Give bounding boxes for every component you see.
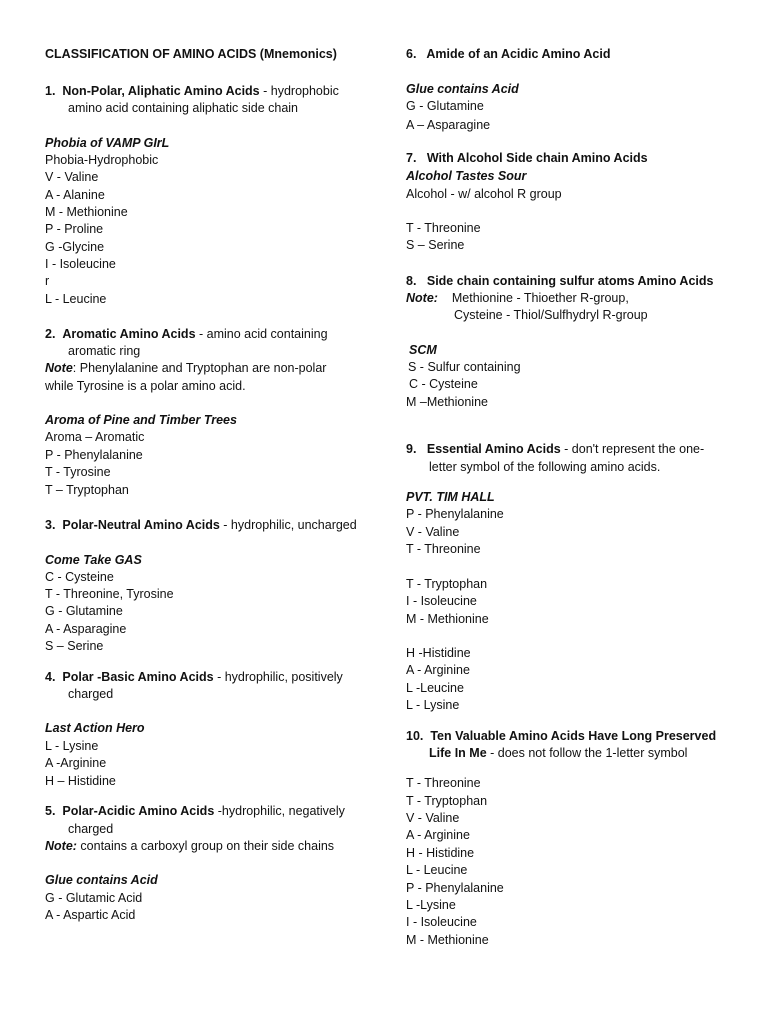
section-4-desc: charged (68, 687, 114, 701)
list-item: I - Isoleucine (406, 594, 477, 608)
section-3-mnemonic: Come Take GAS (45, 553, 142, 567)
section-2-heading: 2. Aromatic Amino Acids - amino acid containing (45, 327, 328, 341)
list-item: L - Leucine (406, 863, 468, 877)
section-8-note: Note: Methionine - Thioether R-group, (406, 291, 629, 305)
section-5-note: Note: contains a carboxyl group on their side chains (45, 839, 335, 853)
section-2-mnemonic: Aroma of Pine and Timber Trees (45, 413, 237, 427)
section-5-heading: 5. Polar-Acidic Amino Acids -hydrophilic, negatively (45, 804, 345, 818)
list-item: S – Serine (406, 238, 465, 252)
list-item: V - Valine (406, 811, 460, 825)
list-item: T - Threonine (406, 542, 481, 556)
document-title: CLASSIFICATION OF AMINO ACIDS (Mnemonics) (45, 47, 337, 61)
list-item: P - Proline (45, 222, 104, 236)
section-7-heading: 7. With Alcohol Side chain Amino Acids (406, 151, 648, 165)
section-5-mnemonic: Glue contains Acid (45, 873, 158, 887)
list-item: I - Isoleucine (45, 257, 116, 271)
list-item: T – Tryptophan (45, 483, 129, 497)
section-4-mnemonic: Last Action Hero (45, 721, 145, 735)
section-2-note: Note: Phenylalanine and Tryptophan are non-polar (45, 361, 327, 375)
list-item: P - Phenylalanine (406, 507, 504, 521)
section-5-desc: charged (68, 822, 114, 836)
list-item: G - Glutamine (406, 99, 484, 113)
section-9-heading: 9. Essential Amino Acids - don't represent the one- (406, 442, 705, 456)
list-item: M - Methionine (406, 612, 489, 626)
list-item: V - Valine (406, 525, 460, 539)
list-item: A -Arginine (45, 756, 107, 770)
list-item: A - Arginine (406, 828, 470, 842)
list-item: P - Phenylalanine (45, 448, 143, 462)
list-item: H -Histidine (406, 646, 471, 660)
list-item: C - Cysteine (409, 377, 478, 391)
section-2-note-cont: while Tyrosine is a polar amino acid. (45, 379, 246, 393)
list-item: H - Histidine (406, 846, 475, 860)
list-item: Aroma – Aromatic (45, 430, 145, 444)
section-2-desc: aromatic ring (68, 344, 141, 358)
section-6-mnemonic: Glue contains Acid (406, 82, 519, 96)
section-10-heading-cont: Life In Me - does not follow the 1-letter symbol (429, 746, 688, 760)
list-item: T - Threonine, Tyrosine (45, 587, 174, 601)
list-item: I - Isoleucine (406, 915, 477, 929)
section-4-heading: 4. Polar -Basic Amino Acids - hydrophilic, positively (45, 670, 343, 684)
list-item: P - Phenylalanine (406, 881, 504, 895)
list-item: T - Threonine (406, 221, 481, 235)
list-item: G - Glutamic Acid (45, 891, 143, 905)
list-item: A - Aspartic Acid (45, 908, 136, 922)
section-1-mnemonic: Phobia of VAMP GIrL (45, 136, 170, 150)
list-item: L - Lysine (406, 698, 460, 712)
section-10-heading: 10. Ten Valuable Amino Acids Have Long Preserved (406, 729, 717, 743)
list-item: S - Sulfur containing (408, 360, 521, 374)
section-9-desc: letter symbol of the following amino acids. (429, 460, 661, 474)
list-item: T - Tyrosine (45, 465, 111, 479)
list-item: M –Methionine (406, 395, 488, 409)
list-item: S – Serine (45, 639, 104, 653)
section-8-mnemonic: SCM (409, 343, 437, 357)
list-item: V - Valine (45, 170, 99, 184)
list-item: r (45, 274, 50, 288)
list-item: Phobia-Hydrophobic (45, 153, 159, 167)
list-item: M - Methionine (406, 933, 489, 947)
section-8-note-cont: Cysteine - Thiol/Sulfhydryl R-group (454, 308, 648, 322)
section-7-mnemonic: Alcohol Tastes Sour (406, 169, 527, 183)
list-item: T - Threonine (406, 776, 481, 790)
list-item: H – Histidine (45, 774, 116, 788)
section-6-heading: 6. Amide of an Acidic Amino Acid (406, 47, 611, 61)
list-item: G - Glutamine (45, 604, 123, 618)
list-item: L - Lysine (45, 739, 99, 753)
section-9-mnemonic: PVT. TIM HALL (406, 490, 495, 504)
list-item: A - Asparagine (45, 622, 127, 636)
list-item: L -Lysine (406, 898, 456, 912)
section-1-heading: 1. Non-Polar, Aliphatic Amino Acids - hydrophobic (45, 84, 339, 98)
list-item: A - Arginine (406, 663, 470, 677)
list-item: A - Alanine (45, 188, 105, 202)
list-item: T - Tryptophan (406, 577, 488, 591)
section-8-heading: 8. Side chain containing sulfur atoms Amino Acids (406, 274, 714, 288)
list-item: Alcohol - w/ alcohol R group (406, 187, 562, 201)
list-item: T - Tryptophan (406, 794, 488, 808)
list-item: M - Methionine (45, 205, 128, 219)
list-item: L - Leucine (45, 292, 107, 306)
section-1-desc: amino acid containing aliphatic side chain (68, 101, 299, 115)
section-3-heading: 3. Polar-Neutral Amino Acids - hydrophilic, uncharged (45, 518, 357, 532)
list-item: G -Glycine (45, 240, 105, 254)
list-item: C - Cysteine (45, 570, 114, 584)
list-item: A – Asparagine (406, 118, 491, 132)
list-item: L -Leucine (406, 681, 464, 695)
